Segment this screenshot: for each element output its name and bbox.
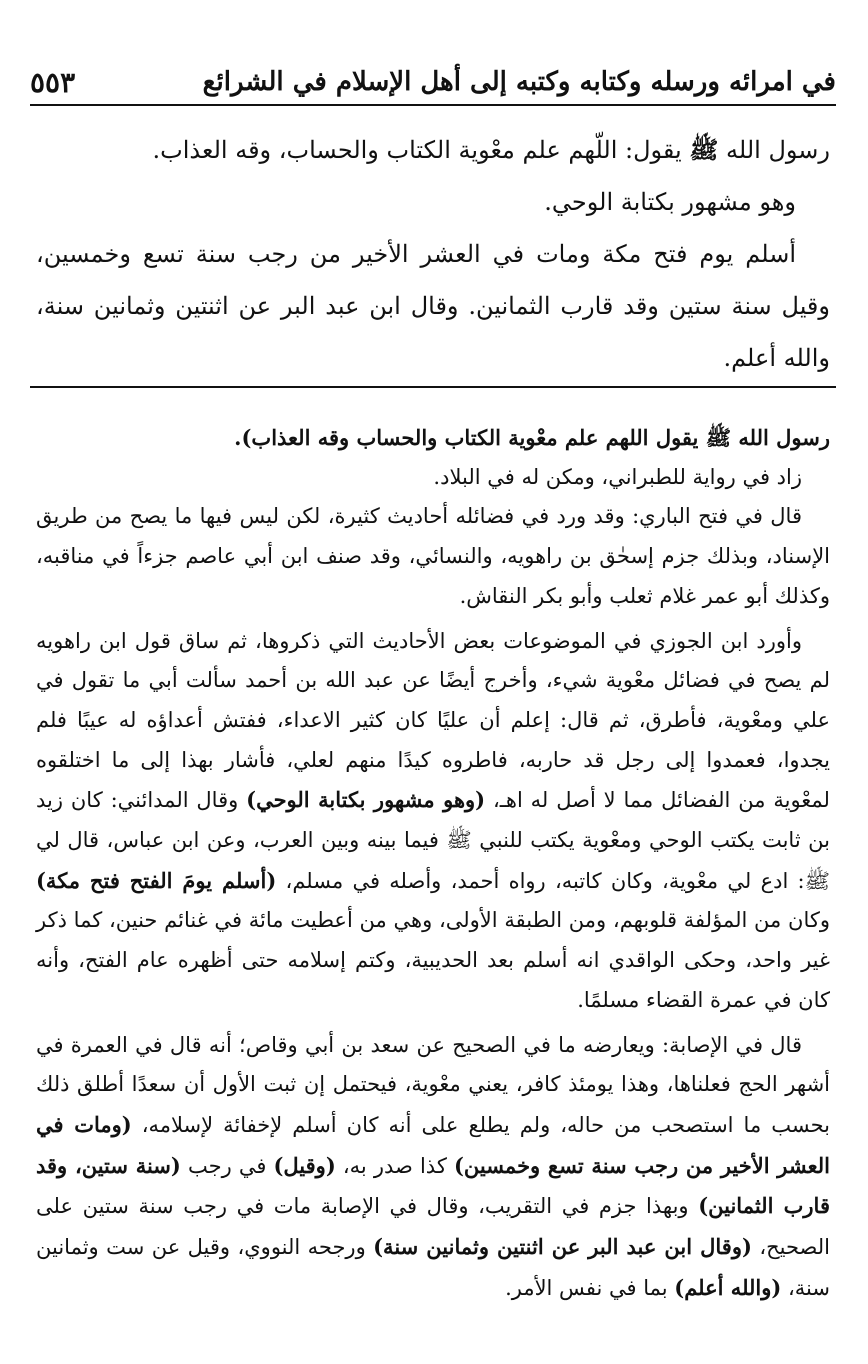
commentary-p4-text-g: وبهذا جزم في التقريب، وقال في الإصابة مات في رجب سنة ستين على الصحيح، (36, 1194, 830, 1260)
page-number: ٥٥٣ (30, 65, 76, 99)
commentary-p4-quote-1: (ومات في العشر الأخير من رجب سنة تسع وخمسين) (36, 1111, 830, 1178)
salawat-mark: ﷺ (689, 135, 719, 164)
commentary-paragraph-1: زاد في رواية للطبراني، ومكن له في البلاد. (433, 464, 802, 489)
main-p1-rest: يقول: اللّهم علم معْوية الكتاب والحساب، وقه العذاب. (152, 136, 682, 164)
commentary-p4-text-k: بما في نفس الأمر. (505, 1275, 668, 1300)
commentary-p3-quote-2: (أسلم يومَ الفتح فتح مكة) (36, 867, 277, 893)
commentary-heading: رسول الله ﷺ يقول اللهم علم معْوية الكتاب والحساب وقه العذاب). (234, 425, 830, 450)
commentary-p4-quote-2: (وقيل) (273, 1152, 336, 1178)
main-text (36, 124, 830, 384)
main-p1-start: رسول الله (726, 136, 830, 164)
commentary-p4-text-i: ورجحه النووي، وقيل عن ست وثمانين سنة، (36, 1235, 830, 1300)
commentary-p4-quote-4: (وقال ابن عبد البر عن اثنتين وثمانين سنة) (373, 1234, 752, 1260)
commentary-p4-text-e: في رجب (187, 1153, 267, 1178)
commentary-paragraph-2: قال في فتح الباري: وقد ورد في فضائله أحاديث كثيرة، لكن ليس فيها ما يصح من طريق الإسناد، وبذلك جزم إسحٰق بن راهويه، والنسائي، وقد صنف ابن أبي عاصم جزءاً في مناقبه، وكذلك أبو عمر غلام ثعلب وأبو بكر النقاش. (36, 504, 830, 608)
main-paragraph-2: وهو مشهور بكتابة الوحي. (544, 188, 796, 216)
main-paragraph-1 (36, 124, 830, 176)
commentary-p4-text-c: كذا صدر به، (342, 1153, 447, 1178)
running-title: في امرائه ورسله وكتابه وكتبه إلى أهل الإسلام في الشرائع (202, 67, 836, 97)
page-header (30, 60, 836, 106)
commentary (36, 418, 830, 1308)
commentary-p3-text-a: وأورد ابن الجوزي في الموضوعات بعض الأحاديث التي ذكروها، ثم ساق قول ابن راهويه لم يصح في فضائل معْوية شيء، وأخرج أيضًا عن عبد الله بن أحمد سألت أبي ما تقول في علي ومعْوية، فأطرق، ثم قال: إعلم أن عليًا كان كثير الاعداء، ففتش أعداؤه له عيبًا فلم يجدوا، فعمدوا إلى رجل قد حاربه، فاطروه كيدًا منهم لعلي، فأشار بهذا إلى ما اختلقوه لمعْوية من الفضائل مما لا أصل له اهـ، (36, 628, 830, 813)
commentary-p4-text-a: قال في الإصابة: ويعارضه ما في الصحيح عن سعد بن أبي وقاص؛ أنه قال في العمرة في أشهر الحج فعلناها، وهذا يومئذ كافر، يعني معْوية، فيحتمل إن ثبت الأول أن سعدًا أطلق ذلك بحسب ما استصحب من حاله، ولم يطلع على أنه كان أسلم لإخفائة لإسلامه، (36, 1032, 830, 1137)
commentary-p4-quote-3: (سنة ستين، وقد قارب الثمانين) (36, 1152, 830, 1219)
commentary-p4-quote-5: (والله أعلم) (674, 1274, 782, 1300)
commentary-paragraph-3 (36, 622, 830, 1021)
commentary-p3-text-c: وقال المدائني: كان زيد بن ثابت يكتب الوحي ومعْوية يكتب للنبي ﷺ فيما بينه وبين العرب، وعن ابن عباس، قال لي ﷺ: ادع لي معْوية، وكان كاتبه، رواه أحمد، وأصله في مسلم، (36, 788, 830, 893)
main-paragraph-3: أسلم يوم فتح مكة ومات في العشر الأخير من رجب سنة تسع وخمسين، وقيل سنة ستين وقد قارب الثمانين. وقال ابن عبد البر عن اثنتين وثمانين سنة، والله أعلم. (36, 240, 830, 372)
section-divider (30, 386, 836, 388)
commentary-p3-text-e: وكان من المؤلفة قلوبهم، ومن الطبقة الأولى، وهي من أعطيت مائة في غنائم حنين، كما ذكر غير واحد، وحكى الواقدي انه أسلم بعد الحديبية، وكتم إسلامه حتى أظهره عام الفتح، وأنه كان في عمرة القضاء مسلمًا. (36, 908, 830, 1012)
commentary-paragraph-4 (36, 1026, 830, 1309)
commentary-p3-quote-1: (وهو مشهور بكتابة الوحي) (246, 787, 486, 813)
